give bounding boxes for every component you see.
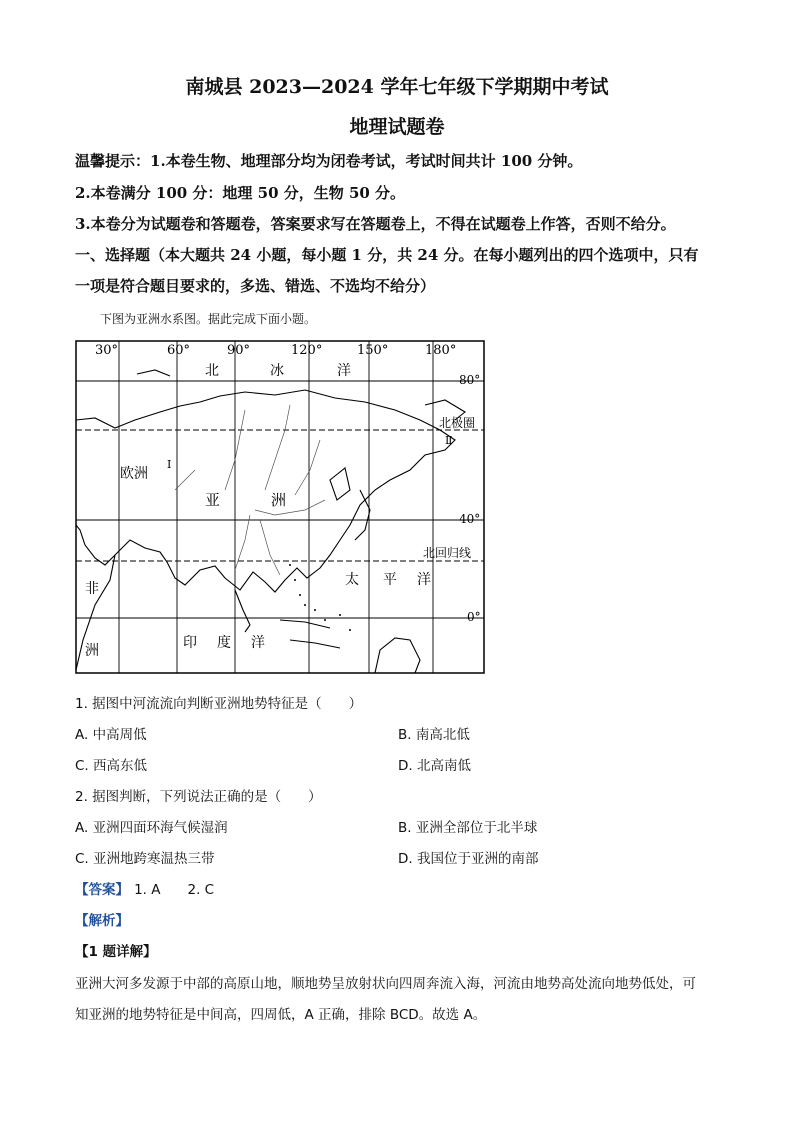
- lat-arctic-circle: 北极圈: [439, 416, 476, 430]
- section-heading-line-2: 一项是符合题目要求的，多选、错选、不选均不给分）: [75, 277, 436, 295]
- label-indian-3: 洋: [251, 635, 265, 651]
- lat-tropic-of-cancer: 北回归线: [423, 546, 472, 560]
- label-roman-1: Ⅰ: [167, 458, 172, 471]
- notice-line-3: 3.本卷分为试题卷和答题卷，答案要求写在答题卷上，不得在试题卷上作答，否则不给分。: [75, 215, 676, 233]
- detail-line-1: 亚洲大河多发源于中部的高原山地，顺地势呈放射状向四周奔流入海，河流由地势高处流向地势低处，可: [75, 976, 696, 992]
- question-1-option-d: D. 北高南低: [398, 758, 471, 774]
- label-indian-2: 度: [217, 635, 231, 651]
- answer-values: 1. A 2. C: [134, 882, 215, 898]
- map-intro: 下图为亚洲水系图。据此完成下面小题。: [100, 312, 317, 326]
- question-2-option-d: D. 我国位于亚洲的南部: [398, 851, 539, 867]
- label-pacific-1: 太: [345, 572, 359, 588]
- lon-90: 90°: [227, 343, 251, 358]
- label-indian-1: 印: [183, 635, 197, 651]
- notice-line-2: 2.本卷满分 100 分：地理 50 分，生物 50 分。: [75, 184, 406, 202]
- answer-row: [75, 878, 214, 898]
- question-1-option-c: C. 西高东低: [75, 758, 148, 774]
- lat-80: 80°: [459, 373, 481, 387]
- lon-30: 30°: [95, 343, 119, 358]
- detail-line-2: 知亚洲的地势特征是中间高，四周低，A 正确，排除 BCD。故选 A。: [75, 1007, 487, 1023]
- question-2-option-c: C. 亚洲地跨寒温热三带: [75, 851, 215, 867]
- notice-line-1: 温馨提示：1.本卷生物、地理部分均为闭卷考试，考试时间共计 100 分钟。: [75, 152, 583, 170]
- question-1-option-b: B. 南高北低: [398, 727, 470, 743]
- question-2-stem: 2. 据图判断，下列说法正确的是（ ）: [75, 789, 322, 805]
- lon-120: 120°: [291, 343, 323, 358]
- analysis-tag: 【解析】: [75, 913, 129, 929]
- question-1-option-a: A. 中高周低: [75, 727, 147, 743]
- page-subtitle: 地理试题卷: [349, 116, 445, 138]
- question-2-option-b: B. 亚洲全部位于北半球: [398, 820, 538, 836]
- asia-water-system-map: [75, 340, 485, 674]
- detail-tag: 【1 题详解】: [75, 944, 157, 960]
- lat-40: 40°: [459, 512, 481, 526]
- answer-tag: 【答案】: [75, 882, 129, 898]
- label-europe: 欧洲: [120, 466, 148, 482]
- label-arctic-2: 冰: [270, 363, 284, 379]
- question-1-stem: 1. 据图中河流流向判断亚洲地势特征是（ ）: [75, 696, 363, 712]
- lat-0: 0°: [467, 610, 481, 624]
- label-roman-2: Ⅱ: [445, 434, 453, 447]
- label-pacific-2: 平: [383, 572, 397, 588]
- section-heading-line-1: 一、选择题（本大题共 24 小题，每小题 1 分，共 24 分。在每小题列出的四个选项中，只有: [75, 246, 699, 264]
- lon-60: 60°: [167, 343, 191, 358]
- lon-150: 150°: [357, 343, 389, 358]
- label-africa-1: 非: [85, 581, 99, 597]
- question-2-option-a: A. 亚洲四面环海气候湿润: [75, 820, 228, 836]
- page-title: 南城县 2023—2024 学年七年级下学期期中考试: [185, 76, 609, 98]
- label-asia-2: 洲: [271, 491, 287, 509]
- label-asia-1: 亚: [205, 491, 221, 509]
- label-pacific-3: 洋: [417, 572, 431, 588]
- lon-180: 180°: [425, 343, 457, 358]
- label-arctic-1: 北: [205, 363, 219, 379]
- label-africa-2: 洲: [85, 643, 99, 659]
- label-arctic-3: 洋: [337, 363, 351, 379]
